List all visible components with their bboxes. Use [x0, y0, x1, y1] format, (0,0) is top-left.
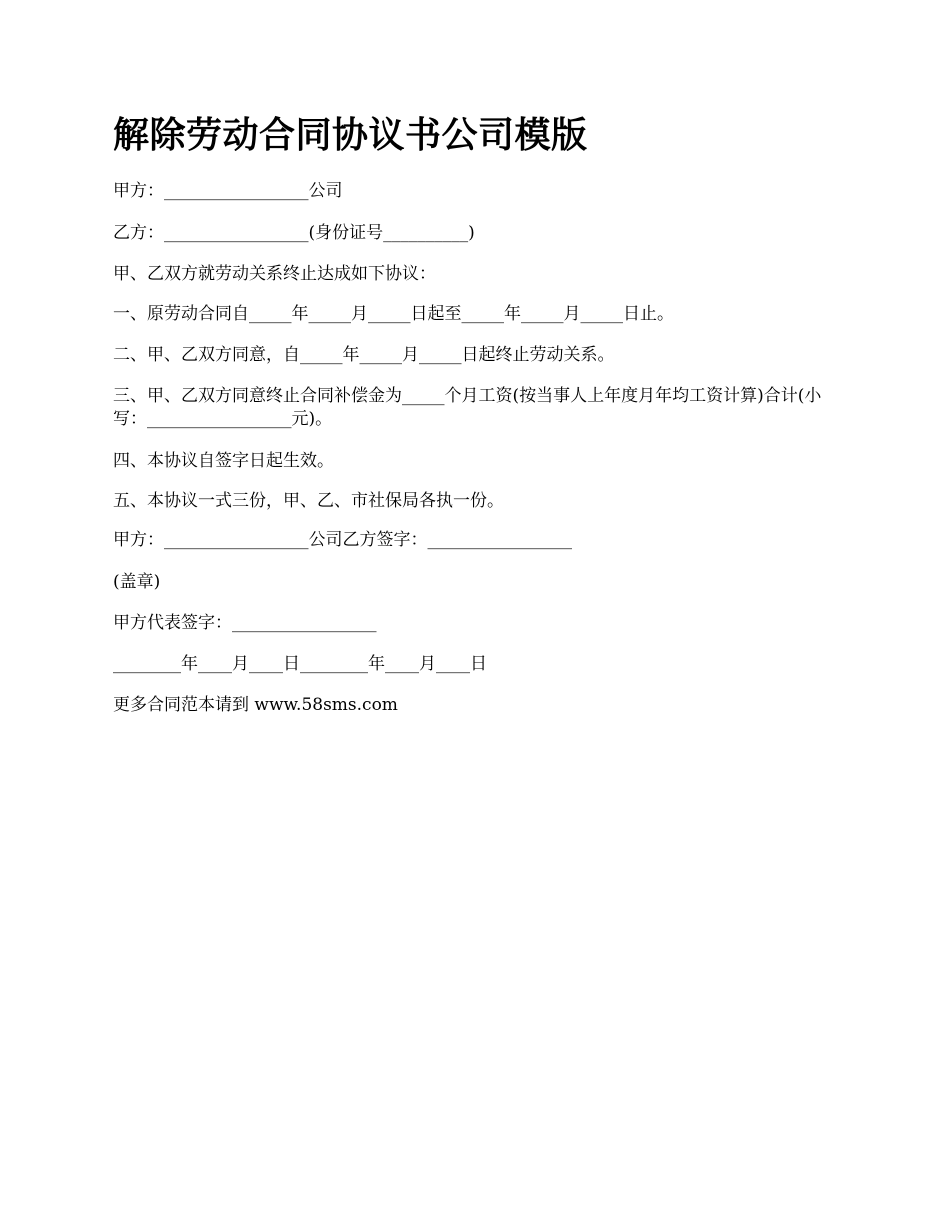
clause-one: 一、原劳动合同自_____年_____月_____日起至_____年_____月_____日止。 [113, 304, 674, 324]
party-b-line: 乙方：_________________(身份证号__________) [113, 223, 475, 243]
agreement-intro: 甲、乙双方就劳动关系终止达成如下协议： [113, 264, 436, 284]
clause-three: 三、甲、乙双方同意终止合同补偿金为_____个月工资(按当事人上年度月年均工资计算)合计(小写：_________________元)。 [113, 386, 822, 429]
representative-signature: 甲方代表签字：_________________ [113, 613, 377, 633]
signature-line: 甲方：_________________公司乙方签字：_________________ [113, 530, 572, 550]
clause-five: 五、本协议一式三份，甲、乙、市社保局各执一份。 [113, 491, 504, 511]
more-templates-link: 更多合同范本请到 www.58sms.com [113, 695, 398, 715]
document-title: 解除劳动合同协议书公司模版 [113, 114, 588, 156]
seal-note: (盖章) [113, 572, 161, 592]
date-line: ________年____月____日________年____月____日 [113, 654, 487, 674]
clause-four: 四、本协议自签字日起生效。 [113, 451, 334, 471]
party-a-line: 甲方：_________________公司 [113, 181, 343, 201]
clause-two: 二、甲、乙双方同意，自_____年_____月_____日起终止劳动关系。 [113, 345, 615, 365]
